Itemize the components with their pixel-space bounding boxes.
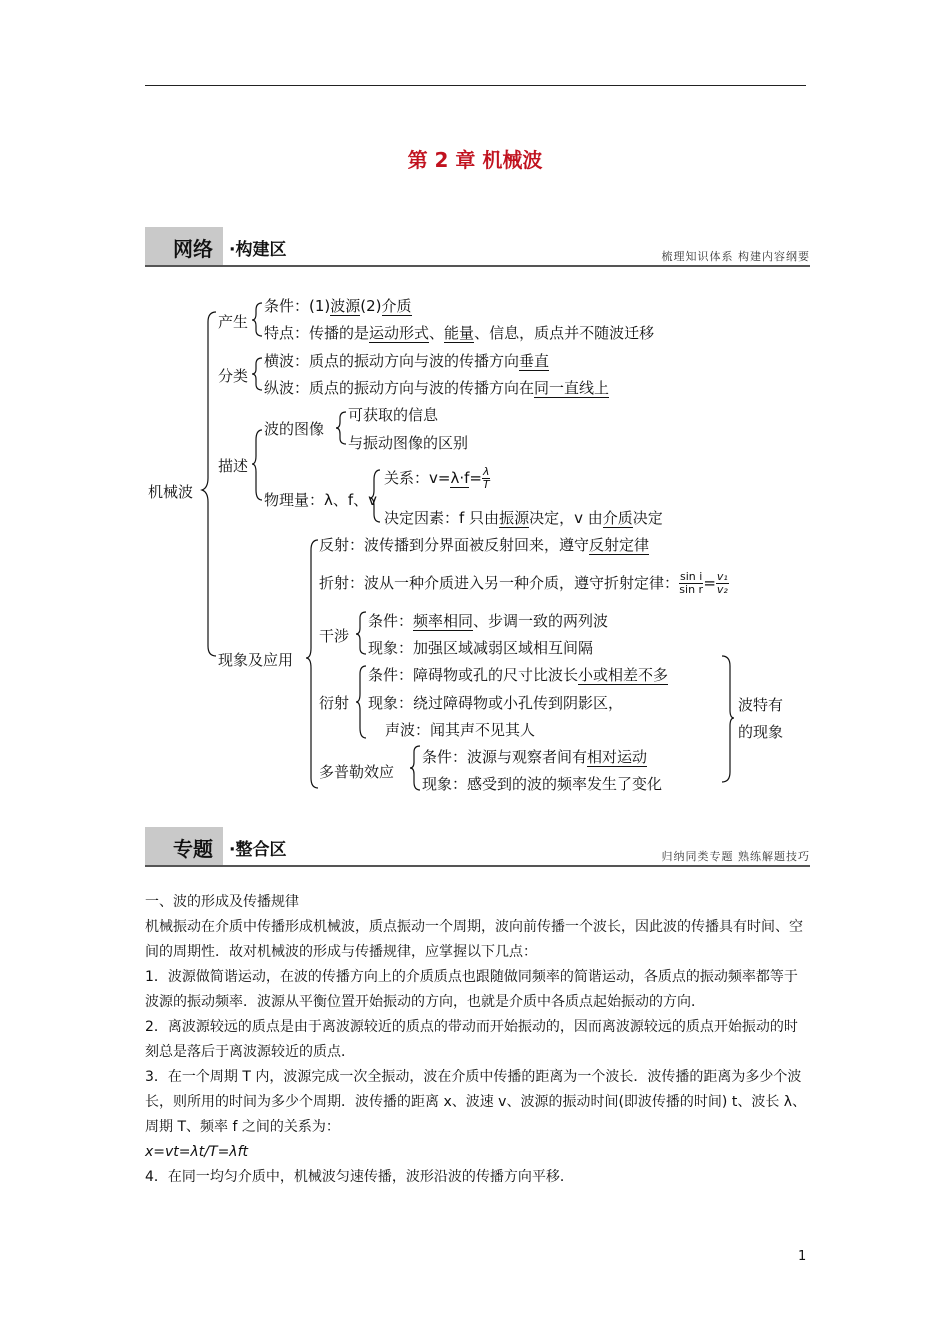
node-doppler-phenomenon: 现象：感受到的波的频率发生了变化 bbox=[422, 775, 663, 793]
node-transverse: 横波：质点的振动方向与波的传播方向垂直 bbox=[264, 352, 550, 370]
node-diffraction-condition: 条件：障碍物或孔的尺寸比波长小或相差不多 bbox=[368, 666, 669, 684]
node-miaoshu: 描述 bbox=[218, 457, 249, 475]
special-brace bbox=[722, 656, 734, 782]
section-subtitle: 归纳同类专题 熟练解题技巧 bbox=[661, 850, 810, 863]
section-tab-label: 专题 bbox=[173, 837, 213, 861]
section-title: ·整合区 bbox=[229, 840, 287, 860]
section-subtitle: 梳理知识体系 构建内容纲要 bbox=[661, 250, 810, 263]
node-reflection: 反射：波传播到分界面被反射回来，遵守反射定律 bbox=[319, 536, 650, 554]
formula-fraction: $\frac{\lambda}{T}$ bbox=[482, 465, 490, 491]
ganshe-brace bbox=[356, 612, 366, 654]
node-relation: 关系：v=λ·f= $\frac{\lambda}{T}$ bbox=[384, 465, 490, 491]
node-wave-graph: 波的图像 bbox=[264, 420, 325, 438]
node-feature: 特点：传播的是运动形式、能量、信息，质点并不随波迁移 bbox=[264, 324, 655, 342]
body-paragraph: 4．在同一均匀介质中，机械波匀速传播，波形沿波的传播方向平移． bbox=[145, 1169, 574, 1185]
map-root: 机械波 bbox=[148, 483, 194, 501]
node-physical-quantity: 物理量：λ、f、v bbox=[264, 491, 378, 509]
node-refraction: 折射：波从一种介质进入另一种介质，遵守折射定律： $\frac{\text{sin i}}{\text{sin r}}$ = $\frac{\text{v₁}}{\text{v₂}}$ bbox=[319, 570, 728, 596]
body-text bbox=[145, 890, 810, 1190]
node-special-a: 波特有 bbox=[738, 696, 784, 714]
body-paragraph: 1．波源做简谐运动，在波的传播方向上的介质质点也跟随做同频率的简谐运动，各质点的振动频率都等于波源的振动频率．波源从平衡位置开始振动的方向，也就是介质中各质点起始振动的方向． bbox=[145, 969, 798, 1010]
section-rule bbox=[145, 865, 810, 867]
node-fenlei: 分类 bbox=[218, 367, 249, 385]
tuxiang-brace bbox=[336, 412, 346, 444]
chansheng-brace bbox=[252, 303, 262, 336]
node-longitudinal: 纵波：质点的振动方向与波的传播方向在同一直线上 bbox=[264, 379, 610, 397]
root-brace bbox=[202, 312, 216, 656]
page-number: 1 bbox=[798, 1249, 807, 1264]
section-title: ·构建区 bbox=[229, 240, 287, 260]
node-phenomena: 现象及应用 bbox=[218, 651, 294, 669]
duopule-brace bbox=[410, 746, 420, 790]
node-chansheng: 产生 bbox=[218, 313, 249, 331]
body-heading: 一、波的形成及传播规律 bbox=[145, 894, 299, 910]
node-interference-phenomenon: 现象：加强区域减弱区域相互间隔 bbox=[368, 639, 594, 657]
node-special-b: 的现象 bbox=[738, 723, 784, 741]
section-header-topics bbox=[145, 827, 810, 867]
node-difference: 与振动图像的区别 bbox=[348, 434, 469, 452]
body-paragraph: 2．离波源较远的质点是由于离波源较近的质点的带动而开始振动的，因而离波源较远的质点开始振动的时刻总是落后于离波源较近的质点． bbox=[145, 1019, 798, 1060]
fenlei-brace bbox=[252, 358, 262, 390]
node-doppler: 多普勒效应 bbox=[319, 763, 395, 781]
node-diffraction: 衍射 bbox=[319, 694, 350, 712]
node-interference: 干涉 bbox=[319, 627, 350, 645]
body-formula: x=vt=λt/T=λft bbox=[145, 1144, 248, 1160]
snell-fraction: $\frac{\text{sin i}}{\text{sin r}}$ bbox=[679, 570, 704, 596]
velocity-fraction: $\frac{\text{v₁}}{\text{v₂}}$ bbox=[716, 570, 728, 596]
body-paragraph: 机械振动在介质中传播形成机械波，质点振动一个周期，波向前传播一个波长，因此波的传播具有时间、空间的周期性．故对机械波的形成与传播规律，应掌握以下几点： bbox=[145, 919, 803, 960]
node-sound-wave: 声波：闻其声不见其人 bbox=[385, 721, 536, 739]
yanshe-brace bbox=[356, 666, 366, 738]
miaoshu-brace bbox=[252, 430, 262, 500]
node-interference-condition: 条件：频率相同、步调一致的两列波 bbox=[368, 612, 609, 630]
node-condition: 条件：(1)波源(2)介质 bbox=[264, 297, 412, 315]
chapter-title: 第 2 章 机械波 bbox=[407, 148, 543, 172]
node-determinant: 决定因素：f 只由振源决定，v 由介质决定 bbox=[384, 509, 663, 527]
node-doppler-condition: 条件：波源与观察者间有相对运动 bbox=[422, 748, 648, 766]
body-paragraph: 3．在一个周期 T 内，波源完成一次全振动，波在介质中传播的距离为一个波长．波传播的距离为多少个波长，则所用的时间为多少个周期．波传播的距离 x、波速 v、波源的振动时间(即波传播的时间) t、波长 λ、周期 T、频率 f 之间的关系为： bbox=[145, 1069, 807, 1135]
node-info: 可获取的信息 bbox=[348, 406, 439, 424]
xianxiang-brace bbox=[306, 540, 318, 788]
node-diffraction-phenomenon: 现象：绕过障碍物或小孔传到阴影区， bbox=[368, 694, 624, 712]
section-tab-label: 网络 bbox=[173, 237, 213, 261]
